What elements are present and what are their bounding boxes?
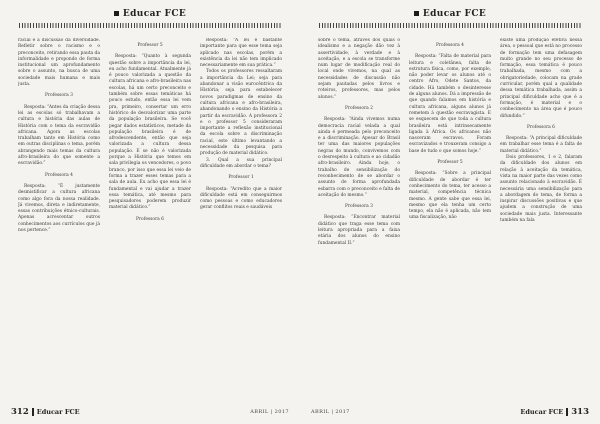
respondent-heading: Professor 5 bbox=[437, 160, 463, 166]
text-column-3 bbox=[200, 38, 282, 388]
body-paragraph: Resposta: “Sobre a principal dificuldade de abordar é ter conhecimento do tema, ter acesso a material, competência técnica mesmo. A gente sabe que essa lei, mesmo que ela tenha um certo tempo, ela não é aplicada, não tem uma fiscalização, não bbox=[409, 171, 491, 221]
body-paragraph: Resposta: “A principal dificuldade em trabalhar esse tema é a falta de material didático.” bbox=[500, 136, 582, 154]
page-header bbox=[18, 0, 282, 19]
body-paragraph: Resposta: “É justamente desmistificar a cultura africana como algo fora da nossa realidade. Já vivemos, direta e indiretamente, essas contribuições étnico-culturais. Apenas acrescentar outros conhecimentos aos currículos que já nos pertence.” bbox=[18, 183, 100, 234]
right-page bbox=[300, 0, 600, 424]
body-paragraph: existe uma produção efetiva nessa área, o pessoal que está no processo de formação tem uma defasagem muito grande no seu processo de formação, essa temática é pouco trabalhada, mesmo com a obrigatoriedade, colocam na grade curricular, porém qual a qualidade dessa temática trabalhada, assim a principal dificuldade acho que é a formação, é material e o conhecimento na área que é pouco difundido.” bbox=[500, 38, 582, 119]
body-paragraph: Dois professores, 1 e 2, falaram da dificuldade dos alunos em relação à aceitação da temática, vista na maior parte das vezes como assunto relacionado à escravidão. É necessária uma sensibilização para a abordagem do tema, de forma a inspirar discussões positivas e que ajudem a construção de uma sociedade mais justa. Interessante também na fala bbox=[500, 155, 582, 224]
decorative-rule bbox=[19, 23, 281, 28]
journal-title: Educar FCE bbox=[122, 9, 187, 19]
footer-brand: Educar FCE bbox=[520, 408, 564, 416]
decorative-rule bbox=[319, 23, 581, 28]
text-column-2 bbox=[409, 38, 491, 388]
body-paragraph: 3. Qual a sua principal dificuldade em abordar o tema? bbox=[200, 157, 282, 169]
body-paragraph: Resposta: “Antes da criação dessa lei as escolas só trabalhavam a cultura e história das aulas de História com o tema da escravidão africana. Agora as escolas trabalham tanto em História como em outras disciplinas o tema, porém abrangendo mais temas da cultura afro-brasileira do que somente a escravidão.” bbox=[18, 104, 100, 167]
respondent-heading: Professor 5 bbox=[137, 43, 163, 48]
footer-divider bbox=[32, 408, 34, 416]
respondent-heading: Professora 4 bbox=[45, 172, 73, 178]
body-paragraph: Resposta: “Quanto à segunda questão sobre a importância da lei, eu acho fundamental. Atualmente já é pouco valorizada a questão da cultura africana e afro-brasileira nas escolas, há um certo preconceito e também sobre essas temáticas há pouco estudo, então essa lei vem pra, primeiro, consertar um erro histórico de desvalorizar uma parte da população brasileira. Se você pegar dados estatísticos, metade da população brasileira é de afrodescendente, então que seja valorizada a cultura dessa população. E se não é valorizada porque a História que temos em sala privilegia os vencedores, o povo branco, por isso que essa lei veio de forma a trazer esses temas para a sala de aula. Eu acho que essa lei é fundamental e vai ajudar a trazer essa temática, até mesmo para pesquisadores poderem produzir material didático.” bbox=[109, 54, 191, 211]
page-number: 313 bbox=[571, 407, 589, 417]
page-footer bbox=[11, 407, 289, 417]
respondent-heading: Professora 3 bbox=[345, 204, 373, 210]
page-number: 312 bbox=[11, 407, 29, 417]
footer-date: ABRIL | 2017 bbox=[250, 409, 289, 415]
page-footer bbox=[311, 407, 589, 417]
square-bullet-icon bbox=[114, 11, 119, 16]
footer-brand: Educar FCE bbox=[36, 408, 80, 416]
body-paragraph: Resposta: “Ainda vivemos numa democracia racial velada a qual ainda é permeada pelo preconceito e a discriminação. Apesar do Brasil ter uma das maiores populações negras do mundo, convivemos com o desrespeito à cultura e ao cidadão afro-brasileiro. Ainda hoje, o trabalho de sensibilização do reconhecimento de se abordar o assunto de forma aprofundada esbarra com o preconceito e falta de aceitação do mesmo.” bbox=[318, 117, 400, 198]
body-paragraph: Resposta: “Encontrar material didático que traga esse tema com leitura apropriada para a faixa etária dos alunos do ensino fundamental II.” bbox=[318, 215, 400, 246]
text-column-1 bbox=[18, 38, 100, 388]
journal-title: Educar FCE bbox=[422, 9, 487, 19]
respondent-heading: Professora 3 bbox=[45, 93, 73, 99]
body-paragraph: Resposta: “A lei é bastante importante para que esse tema seja aplicado nas escolas, porém a existência da lei não tem implicado necessariamente em sua prática.” bbox=[200, 38, 282, 69]
text-column-2 bbox=[109, 38, 191, 388]
body-paragraph: sobre o tema, através dos quais o idealismo e a negação dão vez à assertividade, à verdade e à aceitação, e a escola se transforme num lugar de modificação real do local onde vivemos, na qual as necessidades de discussão não sejam pautadas pelos livros e roteiros, professores, mas pelos alunos.” bbox=[318, 38, 400, 100]
body-paragraph: Resposta: “Falta de material para leitura e coletânea, falta de estrutura física, como, por exemplo, não poder levar os alunos até o centro Afro, Odete Santos, da cidade. Há também o desinteresse de alguns alunos. Dá a impressão de que quando falamos em história e cultura africana, alguns alunos já remetem à questão escravagista. E se esquecem de que toda a cultura brasileira está intrinsecamente ligada à África. Os africanos não nasceram escravos. Foram escravizados e trouxeram consigo a base de tudo o que somos hoje.” bbox=[409, 54, 491, 154]
text-columns bbox=[18, 38, 282, 388]
respondent-heading: Professora 4 bbox=[436, 43, 464, 48]
respondent-heading: Professora 2 bbox=[345, 105, 373, 111]
respondent-heading: Professora 6 bbox=[527, 124, 555, 130]
body-paragraph: Resposta: “Acredito que a maior dificuldade está em conseguirmos como pessoas e como educadores gerar conflitos reais e saudáveis bbox=[200, 186, 282, 211]
footer-date: ABRIL | 2017 bbox=[311, 409, 350, 415]
footer-brand-group bbox=[11, 407, 80, 417]
respondent-heading: Professor 1 bbox=[228, 175, 254, 181]
text-columns bbox=[318, 38, 582, 388]
body-paragraph: Todos os professores ressaltaram a importância da Lei; seja para abandonar a visão eurocêntrica da História; seja para estabelecer novos paradigmas de ensino da cultura africana e afro-brasileira, abandonando o ensino da História a partir da escravidão. A professora 2 e o professor 5 consideraram importante a reflexão institucional da escola sobre a discriminação racial, este último levantando a necessidade da pesquisa para produção de material didático. bbox=[200, 69, 282, 157]
respondent-heading: Professora 6 bbox=[136, 216, 164, 222]
footer-brand-group bbox=[520, 407, 589, 417]
text-column-1 bbox=[318, 38, 400, 388]
square-bullet-icon bbox=[414, 11, 419, 16]
page-header bbox=[318, 0, 582, 19]
text-column-3 bbox=[500, 38, 582, 388]
body-paragraph: racial e a discussão da diversidade. Refletir sobre o racismo e o preconceito, retirando essa pauta da informalidade e propondo de forma institucional um aprofundamento sobre o assunto, na busca de uma sociedade mais humana e mais justa. bbox=[18, 38, 100, 88]
footer-divider bbox=[566, 408, 568, 416]
